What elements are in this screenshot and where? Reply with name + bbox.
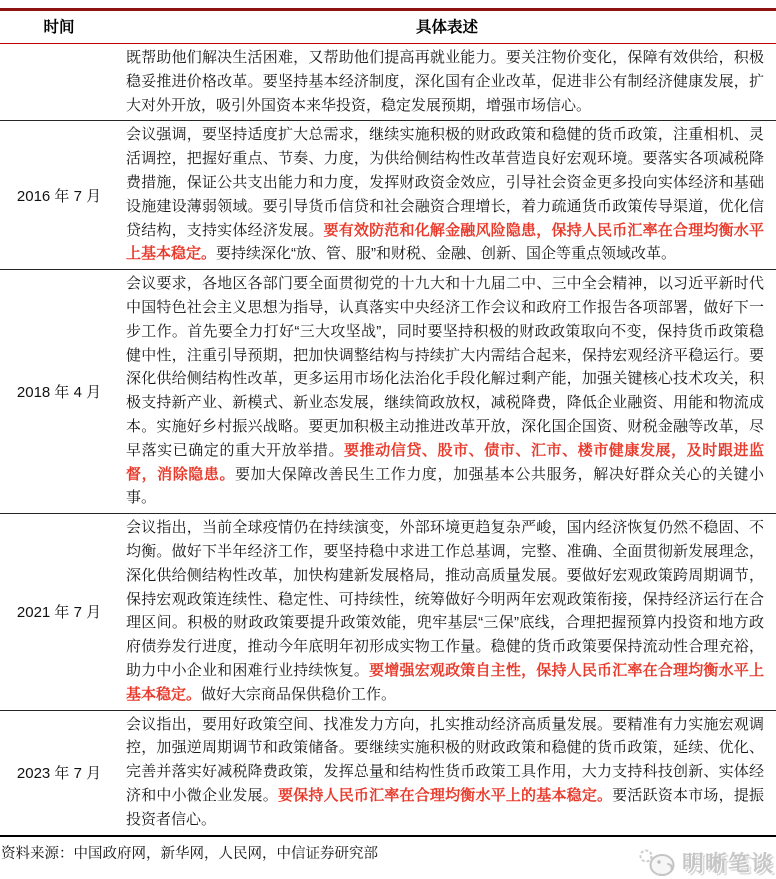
statement-cell xyxy=(118,710,776,835)
brand-name: 明晰笔谈 xyxy=(681,851,774,876)
statement-text: 做好大宗商品保供稳价工作。 xyxy=(201,685,397,703)
table-row xyxy=(0,270,776,514)
header-statement: 具体表述 xyxy=(118,10,776,44)
time-cell: 2023 年 7 月 xyxy=(0,710,118,835)
table-row xyxy=(0,514,776,710)
statement-text: 会议指出，要用好政策空间、找准发力方向，扎实推动经济高质量发展。要精准有力实施宏观调控，加强逆周期调节和政策储备。要继续实施积极的财政政策和稳健的货币政策，延续、优化、完善并落实好减税降费政策，发挥总量和结构性货币政策工具作用，大力支持科技创新、实体经济和中小微企业发展。 xyxy=(126,715,764,804)
table-body xyxy=(0,44,776,836)
statement-text: 会议强调，要坚持适度扩大总需求，继续实施积极的财政政策和稳健的货币政策，注重相机、灵活调控，把握好重点、节奏、力度，为供给侧结构性改革营造良好宏观环境。要落实各项减税降费措施，保证公共支出能力和力度，发挥财政资金效应，引导社会资金更多投向实体经济和基础设施建设薄弱领域。要引导货币信贷和社会融资合理增长，着力疏通货币政策传导渠道，优化信贷结构，支持实体经济发展。 xyxy=(126,126,764,239)
highlighted-statement-text: 要增强宏观政策自主性，保持人民币汇率在合理均衡水平上基本稳定。 xyxy=(126,661,764,703)
statement-text: 既帮助他们解决生活困难，又帮助他们提高再就业能力。要关注物价变化，保障有效供给，积极稳妥推进价格改革。要坚持基本经济制度，深化国有企业改革，促进非公有制经济健康发展，扩大对外开放，吸引外国资本来华投资，稳定发展预期，增强市场信心。 xyxy=(126,49,764,114)
table-row xyxy=(0,44,776,121)
table-header xyxy=(0,10,776,44)
highlighted-statement-text: 要有效防范和化解金融风险隐患，保持人民币汇率在合理均衡水平上基本稳定。 xyxy=(126,221,764,263)
statement-cell xyxy=(118,514,776,710)
statement-cell xyxy=(118,270,776,514)
policy-statement-table xyxy=(0,8,776,837)
time-cell: 2016 年 7 月 xyxy=(0,121,118,270)
highlighted-statement-text: 要推动信贷、股市、债市、汇市、楼市健康发展，及时跟进监督，消除隐患。 xyxy=(126,441,764,483)
time-cell xyxy=(0,44,118,121)
statement-cell xyxy=(118,121,776,270)
statement-text: 要持续深化“放、管、服”和财税、金融、创新、国企等重点领域改革。 xyxy=(216,245,677,263)
header-time: 时间 xyxy=(0,10,118,44)
time-cell: 2018 年 4 月 xyxy=(0,270,118,514)
statement-cell xyxy=(118,44,776,121)
source-note: 资料来源：中国政府网，新华网，人民网，中信证券研究部 xyxy=(1,845,378,862)
statement-text: 会议指出，当前全球疫情仍在持续演变，外部环境更趋复杂严峻，国内经济恢复仍然不稳固、不均衡。做好下半年经济工作，要坚持稳中求进工作总基调，完整、准确、全面贯彻新发展理念，深化供给侧结构性改革，加快构建新发展格局，推动高质量发展。要做好宏观政策跨周期调节，保持宏观政策连续性、稳定性、可持续性，统筹做好今明两年宏观政策衔接，保持经济运行在合理区间。积极的财政政策要提升政策效能，兜牢基层“三保”底线，合理把握预算内投资和地方政府债券发行进度，推动今年底明年初形成实物工作量。稳健的货币政策要保持流动性合理充裕，助力中小企业和困难行业持续恢复。 xyxy=(126,519,764,679)
statement-text: 会议要求，各地区各部门要全面贯彻党的十九大和十九届二中、三中全会精神，以习近平新时代中国特色社会主义思想为指导，认真落实中央经济工作会议和政府工作报告各项部署，做好下一步工作。首先要全力打好“三大攻坚战”，同时要坚持积极的财政政策取向不变，保持货币政策稳健中性，注重引导预期，把加快调整结构与持续扩大内需结合起来，保持宏观经济平稳运行。要深化供给侧结构性改革，更多运用市场化法治化手段化解过剩产能，加强关键核心技术攻关，积极支持新产业、新模式、新业态发展，继续简政放权，减税降费，降低企业融资、用能和物流成本。实施好乡村振兴战略。要更加积极主动推进改革开放，深化国企国资、财税金融等改革，尽早落实已确定的重大开放举措。 xyxy=(126,275,764,459)
table-row xyxy=(0,121,776,270)
research-report-table-page xyxy=(0,8,776,876)
statement-text: 要活跃资本市场，提振投资者信心。 xyxy=(126,786,764,828)
table-row xyxy=(0,710,776,835)
table-header-row xyxy=(0,10,776,44)
highlighted-statement-text: 要保持人民币汇率在合理均衡水平上的基本稳定。 xyxy=(277,786,613,804)
statement-text: 要加大保障改善民生工作力度，加强基本公共服务，解决好群众关心的关键小事。 xyxy=(126,465,764,507)
time-cell: 2021 年 7 月 xyxy=(0,514,118,710)
